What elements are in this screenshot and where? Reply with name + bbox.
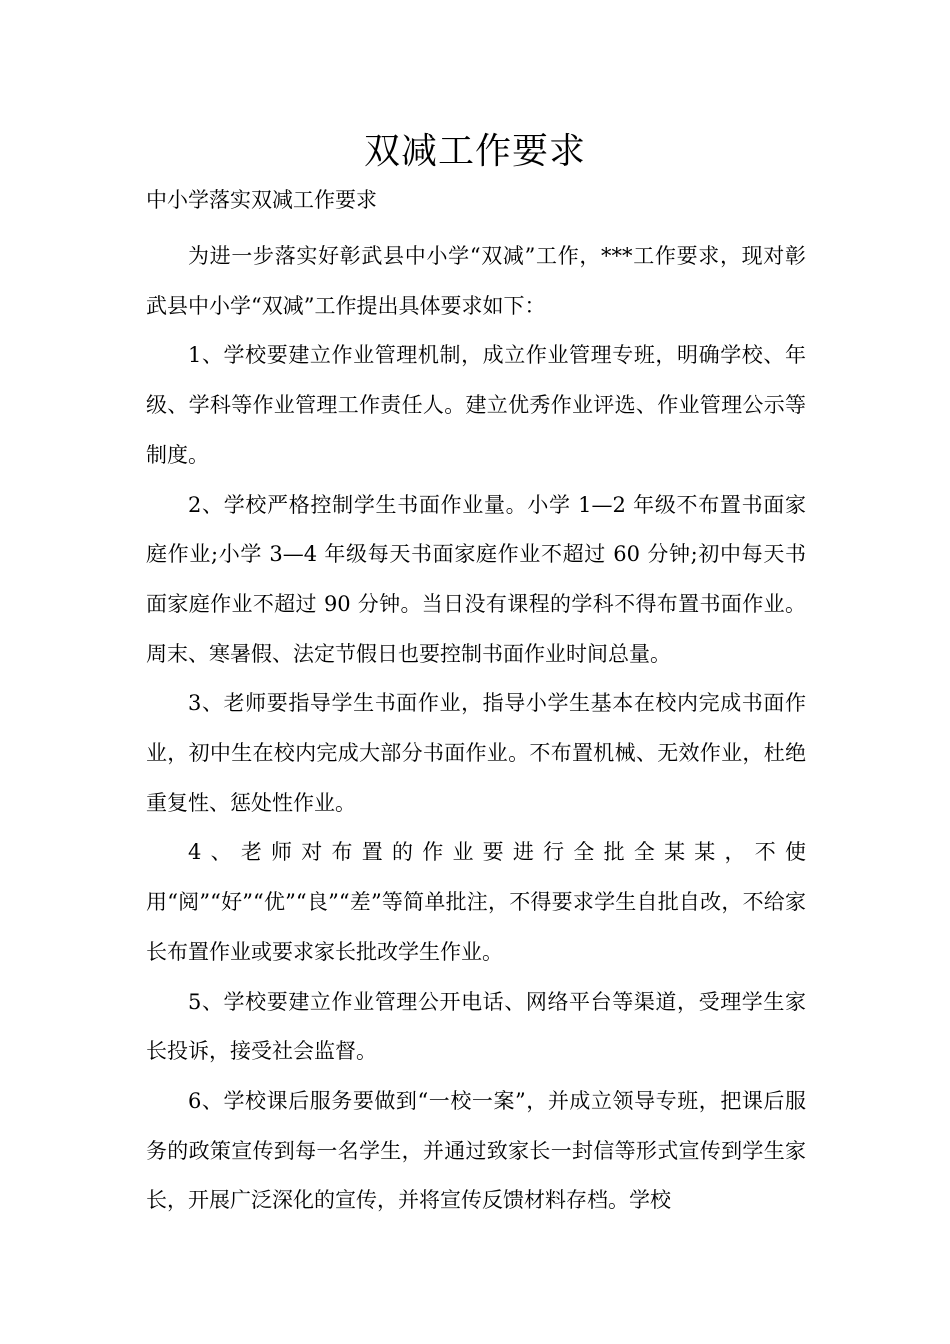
paragraph-item-3: 3、老师要指导学生书面作业，指导小学生基本在校内完成书面作业，初中生在校内完成大部分书面作业。不布置机械、无效作业，杜绝重复性、惩处性作业。 (146, 691, 806, 815)
document-body (146, 232, 806, 1226)
paragraph-intro: 为进一步落实好彰武县中小学“双减”工作，***工作要求，现对彰武县中小学“双减”工作提出具体要求如下： (146, 244, 806, 318)
paragraph-item-2: 2、学校严格控制学生书面作业量。小学 1—2 年级不布置书面家庭作业;小学 3—4 年级每天书面家庭作业不超过 60 分钟;初中每天书面家庭作业不超过 90 分钟。当日没有课程的学科不得布置书面作业。周末、寒暑假、法定节假日也要控制书面作业时间总量。 (146, 492, 806, 666)
document-subtitle: 中小学落实双减工作要求 (146, 188, 377, 212)
paragraph-item-5: 5、学校要建立作业管理公开电话、网络平台等渠道，受理学生家长投诉，接受社会监督。 (146, 989, 806, 1064)
paragraph-item-4: 4、老师对布置的作业要进行全批全某某，不使用“阅”“好”“优”“良”“差”等简单批注，不得要求学生自批自改，不给家长布置作业或要求家长批改学生作业。 (146, 840, 806, 964)
paragraph-item-6: 6、学校课后服务要做到“一校一案”，并成立领导专班，把课后服务的政策宣传到每一名学生，并通过致家长一封信等形式宣传到学生家长，开展广泛深化的宣传，并将宣传反馈材料存档。学校 (146, 1088, 806, 1213)
paragraph-item-1: 1、学校要建立作业管理机制，成立作业管理专班，明确学校、年级、学科等作业管理工作责任人。建立优秀作业评选、作业管理公示等制度。 (146, 343, 806, 467)
document-title: 双减工作要求 (363, 131, 586, 172)
